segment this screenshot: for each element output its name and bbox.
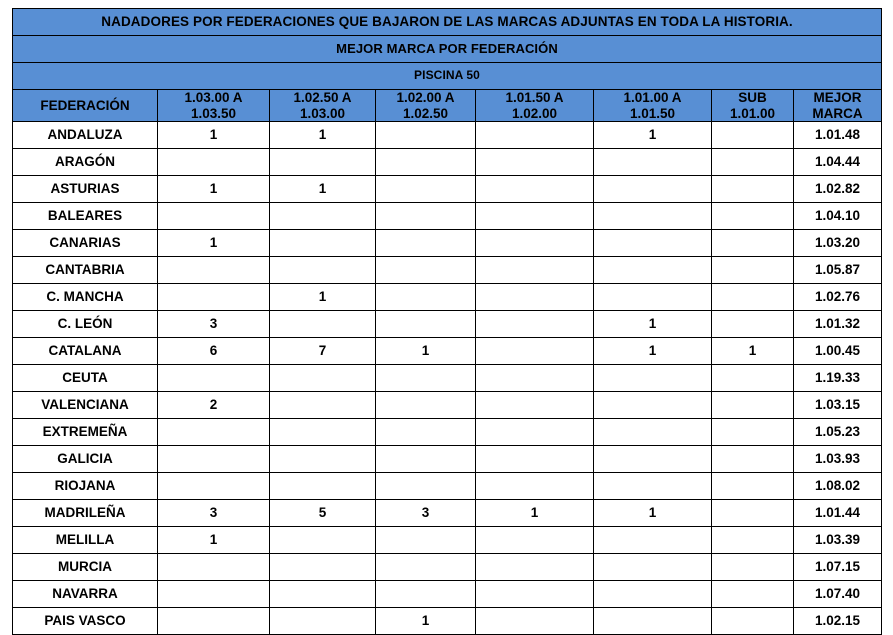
cell-mejor-marca: 1.03.39 bbox=[794, 527, 882, 554]
cell-federacion: ANDALUZA bbox=[13, 122, 158, 149]
cell-count-2 bbox=[270, 230, 376, 257]
cell-count-5 bbox=[594, 149, 712, 176]
cell-federacion: GALICIA bbox=[13, 446, 158, 473]
cell-mejor-marca: 1.03.15 bbox=[794, 392, 882, 419]
cell-mejor-marca: 1.05.87 bbox=[794, 257, 882, 284]
column-header-range-1-line1: 1.03.00 A bbox=[184, 90, 243, 105]
cell-count-2 bbox=[270, 257, 376, 284]
cell-count-1: 3 bbox=[158, 311, 270, 338]
cell-count-6 bbox=[712, 446, 794, 473]
cell-federacion: MADRILEÑA bbox=[13, 500, 158, 527]
cell-count-2: 1 bbox=[270, 176, 376, 203]
column-header-range-3-line2: 1.02.50 bbox=[402, 105, 449, 121]
cell-count-1: 1 bbox=[158, 230, 270, 257]
cell-mejor-marca: 1.01.48 bbox=[794, 122, 882, 149]
cell-federacion: PAIS VASCO bbox=[13, 608, 158, 635]
column-header-sub bbox=[712, 90, 794, 122]
cell-count-3 bbox=[376, 473, 476, 500]
table-row bbox=[13, 311, 882, 338]
cell-count-4 bbox=[476, 230, 594, 257]
cell-count-2 bbox=[270, 608, 376, 635]
cell-count-2 bbox=[270, 203, 376, 230]
cell-count-3 bbox=[376, 581, 476, 608]
cell-federacion: RIOJANA bbox=[13, 473, 158, 500]
table-row bbox=[13, 122, 882, 149]
cell-count-4 bbox=[476, 338, 594, 365]
cell-count-5: 1 bbox=[594, 122, 712, 149]
cell-count-1 bbox=[158, 419, 270, 446]
column-header-range-5-line2: 1.01.50 bbox=[629, 105, 676, 121]
cell-count-1 bbox=[158, 554, 270, 581]
cell-count-4 bbox=[476, 554, 594, 581]
cell-count-1: 1 bbox=[158, 176, 270, 203]
cell-count-6 bbox=[712, 149, 794, 176]
cell-count-2 bbox=[270, 419, 376, 446]
cell-count-2 bbox=[270, 392, 376, 419]
cell-count-2: 1 bbox=[270, 122, 376, 149]
column-header-range-2-line2: 1.03.00 bbox=[299, 105, 346, 121]
table-header bbox=[13, 9, 882, 122]
cell-count-3: 1 bbox=[376, 608, 476, 635]
cell-mejor-marca: 1.02.15 bbox=[794, 608, 882, 635]
cell-mejor-marca: 1.01.44 bbox=[794, 500, 882, 527]
cell-count-3 bbox=[376, 554, 476, 581]
cell-federacion: BALEARES bbox=[13, 203, 158, 230]
cell-count-5 bbox=[594, 284, 712, 311]
column-header-range-4-line1: 1.01.50 A bbox=[505, 90, 564, 105]
title-row-3 bbox=[13, 63, 882, 90]
cell-count-6 bbox=[712, 419, 794, 446]
cell-federacion: C. LEÓN bbox=[13, 311, 158, 338]
cell-mejor-marca: 1.00.45 bbox=[794, 338, 882, 365]
cell-count-3 bbox=[376, 419, 476, 446]
cell-federacion: EXTREMEÑA bbox=[13, 419, 158, 446]
cell-count-2 bbox=[270, 446, 376, 473]
cell-count-3 bbox=[376, 257, 476, 284]
column-header-range-3 bbox=[376, 90, 476, 122]
cell-federacion: VALENCIANA bbox=[13, 392, 158, 419]
cell-count-5 bbox=[594, 203, 712, 230]
column-header-range-5 bbox=[594, 90, 712, 122]
cell-mejor-marca: 1.04.44 bbox=[794, 149, 882, 176]
cell-count-5: 1 bbox=[594, 338, 712, 365]
cell-mejor-marca: 1.08.02 bbox=[794, 473, 882, 500]
cell-count-6 bbox=[712, 311, 794, 338]
cell-count-1 bbox=[158, 473, 270, 500]
document-title-line-1: NADADORES POR FEDERACIONES QUE BAJARON DE LAS MARCAS ADJUNTAS EN TODA LA HISTORIA. bbox=[13, 9, 882, 36]
cell-count-4 bbox=[476, 122, 594, 149]
cell-count-2: 1 bbox=[270, 284, 376, 311]
table-row bbox=[13, 446, 882, 473]
cell-federacion: ARAGÓN bbox=[13, 149, 158, 176]
cell-federacion: CANARIAS bbox=[13, 230, 158, 257]
cell-federacion: MURCIA bbox=[13, 554, 158, 581]
cell-count-3 bbox=[376, 284, 476, 311]
cell-count-5 bbox=[594, 608, 712, 635]
cell-federacion: CEUTA bbox=[13, 365, 158, 392]
cell-count-2: 7 bbox=[270, 338, 376, 365]
column-header-range-4 bbox=[476, 90, 594, 122]
table-row bbox=[13, 554, 882, 581]
cell-count-5 bbox=[594, 176, 712, 203]
cell-count-3 bbox=[376, 365, 476, 392]
column-header-federacion bbox=[13, 90, 158, 122]
cell-count-1 bbox=[158, 257, 270, 284]
cell-count-1: 6 bbox=[158, 338, 270, 365]
cell-count-5 bbox=[594, 554, 712, 581]
cell-count-6 bbox=[712, 257, 794, 284]
cell-count-3 bbox=[376, 446, 476, 473]
cell-federacion: NAVARRA bbox=[13, 581, 158, 608]
cell-count-5 bbox=[594, 230, 712, 257]
cell-count-5: 1 bbox=[594, 500, 712, 527]
cell-count-4 bbox=[476, 392, 594, 419]
table-row bbox=[13, 419, 882, 446]
cell-count-6 bbox=[712, 392, 794, 419]
column-header-mejor-marca-line2: MARCA bbox=[812, 105, 863, 121]
cell-count-6 bbox=[712, 365, 794, 392]
cell-count-2 bbox=[270, 311, 376, 338]
cell-federacion: CATALANA bbox=[13, 338, 158, 365]
table-row bbox=[13, 203, 882, 230]
cell-count-1: 1 bbox=[158, 527, 270, 554]
cell-count-6 bbox=[712, 122, 794, 149]
table-row bbox=[13, 527, 882, 554]
table-row bbox=[13, 338, 882, 365]
spreadsheet-sheet bbox=[12, 8, 881, 635]
cell-count-2 bbox=[270, 554, 376, 581]
cell-count-2 bbox=[270, 527, 376, 554]
cell-count-5 bbox=[594, 419, 712, 446]
cell-mejor-marca: 1.03.93 bbox=[794, 446, 882, 473]
cell-count-6 bbox=[712, 203, 794, 230]
column-header-range-5-line1: 1.01.00 A bbox=[623, 90, 682, 105]
cell-count-3 bbox=[376, 527, 476, 554]
cell-count-1 bbox=[158, 581, 270, 608]
column-header-sub-line1: SUB bbox=[738, 90, 767, 105]
cell-count-4 bbox=[476, 446, 594, 473]
cell-count-4 bbox=[476, 527, 594, 554]
cell-count-5 bbox=[594, 392, 712, 419]
cell-count-5 bbox=[594, 473, 712, 500]
cell-count-1 bbox=[158, 284, 270, 311]
table-row bbox=[13, 257, 882, 284]
column-header-range-1-line2: 1.03.50 bbox=[190, 105, 237, 121]
cell-count-6 bbox=[712, 500, 794, 527]
table-row bbox=[13, 365, 882, 392]
cell-count-3 bbox=[376, 230, 476, 257]
cell-mejor-marca: 1.04.10 bbox=[794, 203, 882, 230]
cell-federacion: MELILLA bbox=[13, 527, 158, 554]
cell-count-4 bbox=[476, 203, 594, 230]
cell-count-4 bbox=[476, 365, 594, 392]
cell-count-1: 2 bbox=[158, 392, 270, 419]
cell-count-3 bbox=[376, 122, 476, 149]
title-row-1 bbox=[13, 9, 882, 36]
cell-count-6 bbox=[712, 608, 794, 635]
cell-count-4 bbox=[476, 176, 594, 203]
cell-mejor-marca: 1.05.23 bbox=[794, 419, 882, 446]
cell-count-4 bbox=[476, 257, 594, 284]
table-body bbox=[13, 122, 882, 635]
cell-count-6 bbox=[712, 284, 794, 311]
cell-count-2 bbox=[270, 473, 376, 500]
cell-count-2 bbox=[270, 581, 376, 608]
cell-mejor-marca: 1.02.76 bbox=[794, 284, 882, 311]
table-row bbox=[13, 500, 882, 527]
table-row bbox=[13, 581, 882, 608]
cell-count-5 bbox=[594, 446, 712, 473]
cell-count-6 bbox=[712, 473, 794, 500]
cell-count-3 bbox=[376, 149, 476, 176]
cell-count-5 bbox=[594, 581, 712, 608]
column-header-mejor-marca-line1: MEJOR bbox=[813, 90, 862, 105]
cell-count-6 bbox=[712, 176, 794, 203]
cell-count-5 bbox=[594, 365, 712, 392]
cell-count-5: 1 bbox=[594, 311, 712, 338]
column-header-sub-line2: 1.01.00 bbox=[729, 105, 776, 121]
cell-count-3 bbox=[376, 311, 476, 338]
cell-count-3 bbox=[376, 203, 476, 230]
table-row bbox=[13, 608, 882, 635]
cell-count-4 bbox=[476, 284, 594, 311]
column-header-federacion-line1: FEDERACIÓN bbox=[40, 97, 130, 113]
cell-count-6 bbox=[712, 527, 794, 554]
swimmers-by-federation-table bbox=[12, 8, 882, 635]
table-row bbox=[13, 392, 882, 419]
cell-count-2 bbox=[270, 149, 376, 176]
cell-count-4 bbox=[476, 419, 594, 446]
cell-mejor-marca: 1.03.20 bbox=[794, 230, 882, 257]
column-header-range-1 bbox=[158, 90, 270, 122]
cell-mejor-marca: 1.07.40 bbox=[794, 581, 882, 608]
table-row bbox=[13, 149, 882, 176]
column-header-mejor-marca bbox=[794, 90, 882, 122]
cell-count-1: 1 bbox=[158, 122, 270, 149]
cell-count-4 bbox=[476, 149, 594, 176]
title-row-2 bbox=[13, 36, 882, 63]
table-row bbox=[13, 230, 882, 257]
column-header-row bbox=[13, 90, 882, 122]
table-row bbox=[13, 176, 882, 203]
column-header-range-2-line1: 1.02.50 A bbox=[293, 90, 352, 105]
cell-count-5 bbox=[594, 527, 712, 554]
cell-federacion: ASTURIAS bbox=[13, 176, 158, 203]
document-title-line-3: PISCINA 50 bbox=[13, 63, 882, 90]
cell-count-1 bbox=[158, 608, 270, 635]
column-header-range-2 bbox=[270, 90, 376, 122]
cell-federacion: C. MANCHA bbox=[13, 284, 158, 311]
cell-count-1 bbox=[158, 446, 270, 473]
cell-count-4 bbox=[476, 608, 594, 635]
cell-count-6: 1 bbox=[712, 338, 794, 365]
cell-count-3: 3 bbox=[376, 500, 476, 527]
cell-count-4 bbox=[476, 473, 594, 500]
cell-mejor-marca: 1.19.33 bbox=[794, 365, 882, 392]
cell-count-2: 5 bbox=[270, 500, 376, 527]
cell-count-6 bbox=[712, 554, 794, 581]
cell-count-1 bbox=[158, 149, 270, 176]
cell-federacion: CANTABRIA bbox=[13, 257, 158, 284]
cell-count-5 bbox=[594, 257, 712, 284]
cell-count-4 bbox=[476, 311, 594, 338]
cell-mejor-marca: 1.07.15 bbox=[794, 554, 882, 581]
cell-mejor-marca: 1.02.82 bbox=[794, 176, 882, 203]
cell-count-6 bbox=[712, 581, 794, 608]
cell-count-6 bbox=[712, 230, 794, 257]
cell-count-1 bbox=[158, 203, 270, 230]
cell-count-3 bbox=[376, 392, 476, 419]
cell-count-3 bbox=[376, 176, 476, 203]
cell-count-1 bbox=[158, 365, 270, 392]
cell-count-4 bbox=[476, 581, 594, 608]
cell-mejor-marca: 1.01.32 bbox=[794, 311, 882, 338]
cell-count-2 bbox=[270, 365, 376, 392]
column-header-range-3-line1: 1.02.00 A bbox=[396, 90, 455, 105]
column-header-range-4-line2: 1.02.00 bbox=[511, 105, 558, 121]
table-row bbox=[13, 284, 882, 311]
table-row bbox=[13, 473, 882, 500]
cell-count-1: 3 bbox=[158, 500, 270, 527]
cell-count-4: 1 bbox=[476, 500, 594, 527]
document-title-line-2: MEJOR MARCA POR FEDERACIÓN bbox=[13, 36, 882, 63]
cell-count-3: 1 bbox=[376, 338, 476, 365]
